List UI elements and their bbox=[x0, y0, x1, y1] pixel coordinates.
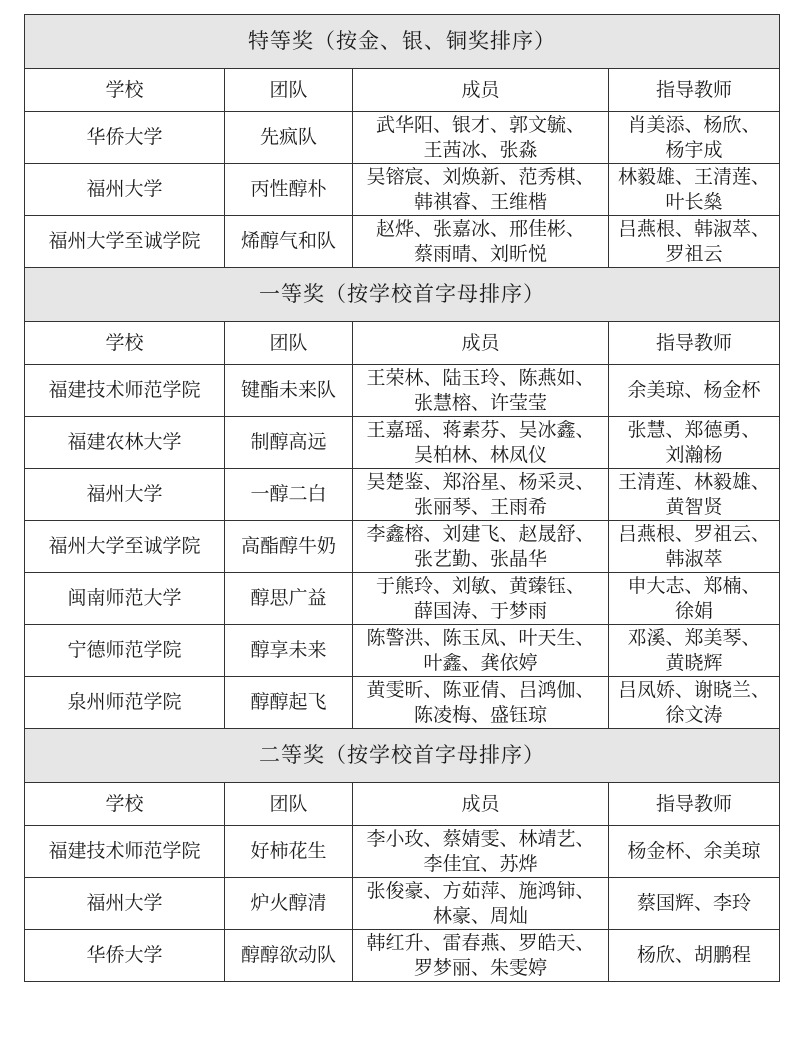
cell-members bbox=[353, 677, 609, 729]
member-line: 王荣林、陆玉玲、陈燕如、 bbox=[366, 366, 595, 389]
section-title: 一等奖（按学校首字母排序） bbox=[25, 268, 780, 322]
table-row bbox=[25, 930, 780, 982]
cell-school: 福州大学 bbox=[25, 878, 225, 930]
header-school: 学校 bbox=[25, 322, 225, 365]
advisor-line: 吕凤娇、谢晓兰、 bbox=[617, 678, 770, 701]
column-header-row bbox=[25, 322, 780, 365]
member-line: 黄雯昕、陈亚倩、吕鸿伽、 bbox=[366, 678, 595, 701]
member-line: 王嘉瑶、蒋素芬、吴冰鑫、 bbox=[366, 418, 595, 441]
section-title: 特等奖（按金、银、铜奖排序） bbox=[25, 15, 780, 69]
cell-school: 福州大学 bbox=[25, 469, 225, 521]
member-line: 张丽琴、王雨希 bbox=[413, 495, 547, 518]
member-line: 王茜冰、张淼 bbox=[423, 138, 538, 161]
table-row bbox=[25, 164, 780, 216]
cell-members bbox=[353, 625, 609, 677]
cell-members bbox=[353, 164, 609, 216]
cell-advisors bbox=[609, 677, 780, 729]
advisor-line: 徐文涛 bbox=[665, 703, 723, 726]
advisor-line: 张慧、郑德勇、 bbox=[627, 418, 761, 441]
member-line: 陈凌梅、盛钰琼 bbox=[413, 703, 547, 726]
cell-members bbox=[353, 826, 609, 878]
table-row bbox=[25, 826, 780, 878]
cell-members bbox=[353, 521, 609, 573]
advisor-line: 黄晓辉 bbox=[665, 651, 723, 674]
cell-members bbox=[353, 112, 609, 164]
member-line: 李鑫榕、刘建飞、赵晟舒、 bbox=[366, 522, 595, 545]
member-line: 于熊玲、刘敏、黄臻钰、 bbox=[375, 574, 585, 597]
cell-members bbox=[353, 469, 609, 521]
cell-members bbox=[353, 417, 609, 469]
advisor-line: 罗祖云 bbox=[665, 242, 723, 265]
header-team: 团队 bbox=[225, 322, 353, 365]
member-line: 吴楚鉴、郑浴星、杨采灵、 bbox=[366, 470, 595, 493]
cell-advisors bbox=[609, 826, 780, 878]
cell-team: 醇醇欲动队 bbox=[225, 930, 353, 982]
member-line: 薛国涛、于梦雨 bbox=[413, 599, 547, 622]
advisor-line: 王清莲、林毅雄、 bbox=[617, 470, 770, 493]
header-school: 学校 bbox=[25, 783, 225, 826]
table-row bbox=[25, 469, 780, 521]
cell-advisors bbox=[609, 469, 780, 521]
cell-team: 先疯队 bbox=[225, 112, 353, 164]
table-row bbox=[25, 365, 780, 417]
cell-team: 烯醇气和队 bbox=[225, 216, 353, 268]
header-team: 团队 bbox=[225, 783, 353, 826]
table-row bbox=[25, 521, 780, 573]
cell-members bbox=[353, 878, 609, 930]
cell-advisors bbox=[609, 112, 780, 164]
cell-team: 好柿花生 bbox=[225, 826, 353, 878]
advisor-line: 肖美添、杨欣、 bbox=[627, 113, 761, 136]
header-team: 团队 bbox=[225, 69, 353, 112]
cell-advisors bbox=[609, 878, 780, 930]
member-line: 叶鑫、龚依婷 bbox=[423, 651, 538, 674]
member-line: 赵烨、张嘉冰、邢佳彬、 bbox=[375, 217, 585, 240]
cell-school: 泉州师范学院 bbox=[25, 677, 225, 729]
cell-school: 福建技术师范学院 bbox=[25, 365, 225, 417]
member-line: 张慧榕、许莹莹 bbox=[413, 391, 547, 414]
member-line: 林豪、周灿 bbox=[432, 904, 528, 927]
member-line: 张艺勤、张晶华 bbox=[413, 547, 547, 570]
cell-advisors bbox=[609, 417, 780, 469]
cell-advisors bbox=[609, 164, 780, 216]
advisor-line: 吕燕根、韩淑萃、 bbox=[617, 217, 770, 240]
header-members: 成员 bbox=[353, 69, 609, 112]
cell-school: 闽南师范大学 bbox=[25, 573, 225, 625]
member-line: 陈警洪、陈玉凤、叶天生、 bbox=[366, 626, 595, 649]
cell-advisors bbox=[609, 216, 780, 268]
table-row bbox=[25, 216, 780, 268]
cell-school: 宁德师范学院 bbox=[25, 625, 225, 677]
table-row bbox=[25, 417, 780, 469]
section-title: 二等奖（按学校首字母排序） bbox=[25, 729, 780, 783]
cell-advisors bbox=[609, 365, 780, 417]
table-row bbox=[25, 573, 780, 625]
header-advisors: 指导教师 bbox=[609, 69, 780, 112]
table-row bbox=[25, 878, 780, 930]
member-line: 李小玫、蔡婧雯、林靖艺、 bbox=[366, 827, 595, 850]
member-line: 蔡雨晴、刘昕悦 bbox=[413, 242, 547, 265]
cell-members bbox=[353, 216, 609, 268]
advisor-line: 黄智贤 bbox=[665, 495, 723, 518]
cell-school: 福州大学至诚学院 bbox=[25, 216, 225, 268]
cell-team: 醇享未来 bbox=[225, 625, 353, 677]
member-line: 武华阳、银才、郭文毓、 bbox=[375, 113, 585, 136]
award-table-body bbox=[25, 15, 780, 982]
cell-team: 高酯醇牛奶 bbox=[225, 521, 353, 573]
column-header-row bbox=[25, 69, 780, 112]
table-row bbox=[25, 677, 780, 729]
section-title-row bbox=[25, 268, 780, 322]
advisor-line: 邓溪、郑美琴、 bbox=[627, 626, 761, 649]
cell-advisors bbox=[609, 930, 780, 982]
cell-school: 福建农林大学 bbox=[25, 417, 225, 469]
member-line: 韩红升、雷春燕、罗皓天、 bbox=[366, 931, 595, 954]
cell-school: 华侨大学 bbox=[25, 112, 225, 164]
cell-members bbox=[353, 930, 609, 982]
advisor-line: 吕燕根、罗祖云、 bbox=[617, 522, 770, 545]
header-advisors: 指导教师 bbox=[609, 322, 780, 365]
member-line: 李佳宜、苏烨 bbox=[423, 852, 538, 875]
advisor-line: 余美琼、杨金杯 bbox=[627, 379, 761, 401]
member-line: 韩祺睿、王维楷 bbox=[413, 190, 547, 213]
cell-team: 醇醇起飞 bbox=[225, 677, 353, 729]
advisor-line: 杨欣、胡鹏程 bbox=[636, 944, 751, 966]
cell-school: 福州大学至诚学院 bbox=[25, 521, 225, 573]
cell-advisors bbox=[609, 625, 780, 677]
cell-team: 制醇高远 bbox=[225, 417, 353, 469]
cell-team: 键酯未来队 bbox=[225, 365, 353, 417]
cell-school: 福建技术师范学院 bbox=[25, 826, 225, 878]
advisor-line: 刘瀚杨 bbox=[665, 443, 723, 466]
member-line: 张俊豪、方茹萍、施鸿铈、 bbox=[366, 879, 595, 902]
cell-members bbox=[353, 365, 609, 417]
header-school: 学校 bbox=[25, 69, 225, 112]
advisor-line: 叶长燊 bbox=[665, 190, 723, 213]
member-line: 吴柏林、林凤仪 bbox=[413, 443, 547, 466]
cell-members bbox=[353, 573, 609, 625]
column-header-row bbox=[25, 783, 780, 826]
cell-team: 醇思广益 bbox=[225, 573, 353, 625]
advisor-line: 林毅雄、王清莲、 bbox=[617, 165, 770, 188]
section-title-row bbox=[25, 15, 780, 69]
cell-school: 福州大学 bbox=[25, 164, 225, 216]
advisor-line: 杨金杯、余美琼 bbox=[627, 840, 761, 862]
award-table bbox=[24, 14, 780, 982]
advisor-line: 徐娟 bbox=[674, 599, 713, 622]
advisor-line: 蔡国辉、李玲 bbox=[636, 892, 751, 914]
header-members: 成员 bbox=[353, 322, 609, 365]
cell-advisors bbox=[609, 521, 780, 573]
table-row bbox=[25, 112, 780, 164]
table-row bbox=[25, 625, 780, 677]
cell-team: 丙性醇朴 bbox=[225, 164, 353, 216]
member-line: 吴镕宸、刘焕新、范秀棋、 bbox=[366, 165, 595, 188]
advisor-line: 申大志、郑楠、 bbox=[627, 574, 761, 597]
cell-team: 炉火醇清 bbox=[225, 878, 353, 930]
cell-advisors bbox=[609, 573, 780, 625]
header-advisors: 指导教师 bbox=[609, 783, 780, 826]
section-title-row bbox=[25, 729, 780, 783]
header-members: 成员 bbox=[353, 783, 609, 826]
advisor-line: 杨宇成 bbox=[665, 138, 723, 161]
advisor-line: 韩淑萃 bbox=[665, 547, 723, 570]
cell-team: 一醇二白 bbox=[225, 469, 353, 521]
member-line: 罗梦丽、朱雯婷 bbox=[413, 956, 547, 979]
cell-school: 华侨大学 bbox=[25, 930, 225, 982]
